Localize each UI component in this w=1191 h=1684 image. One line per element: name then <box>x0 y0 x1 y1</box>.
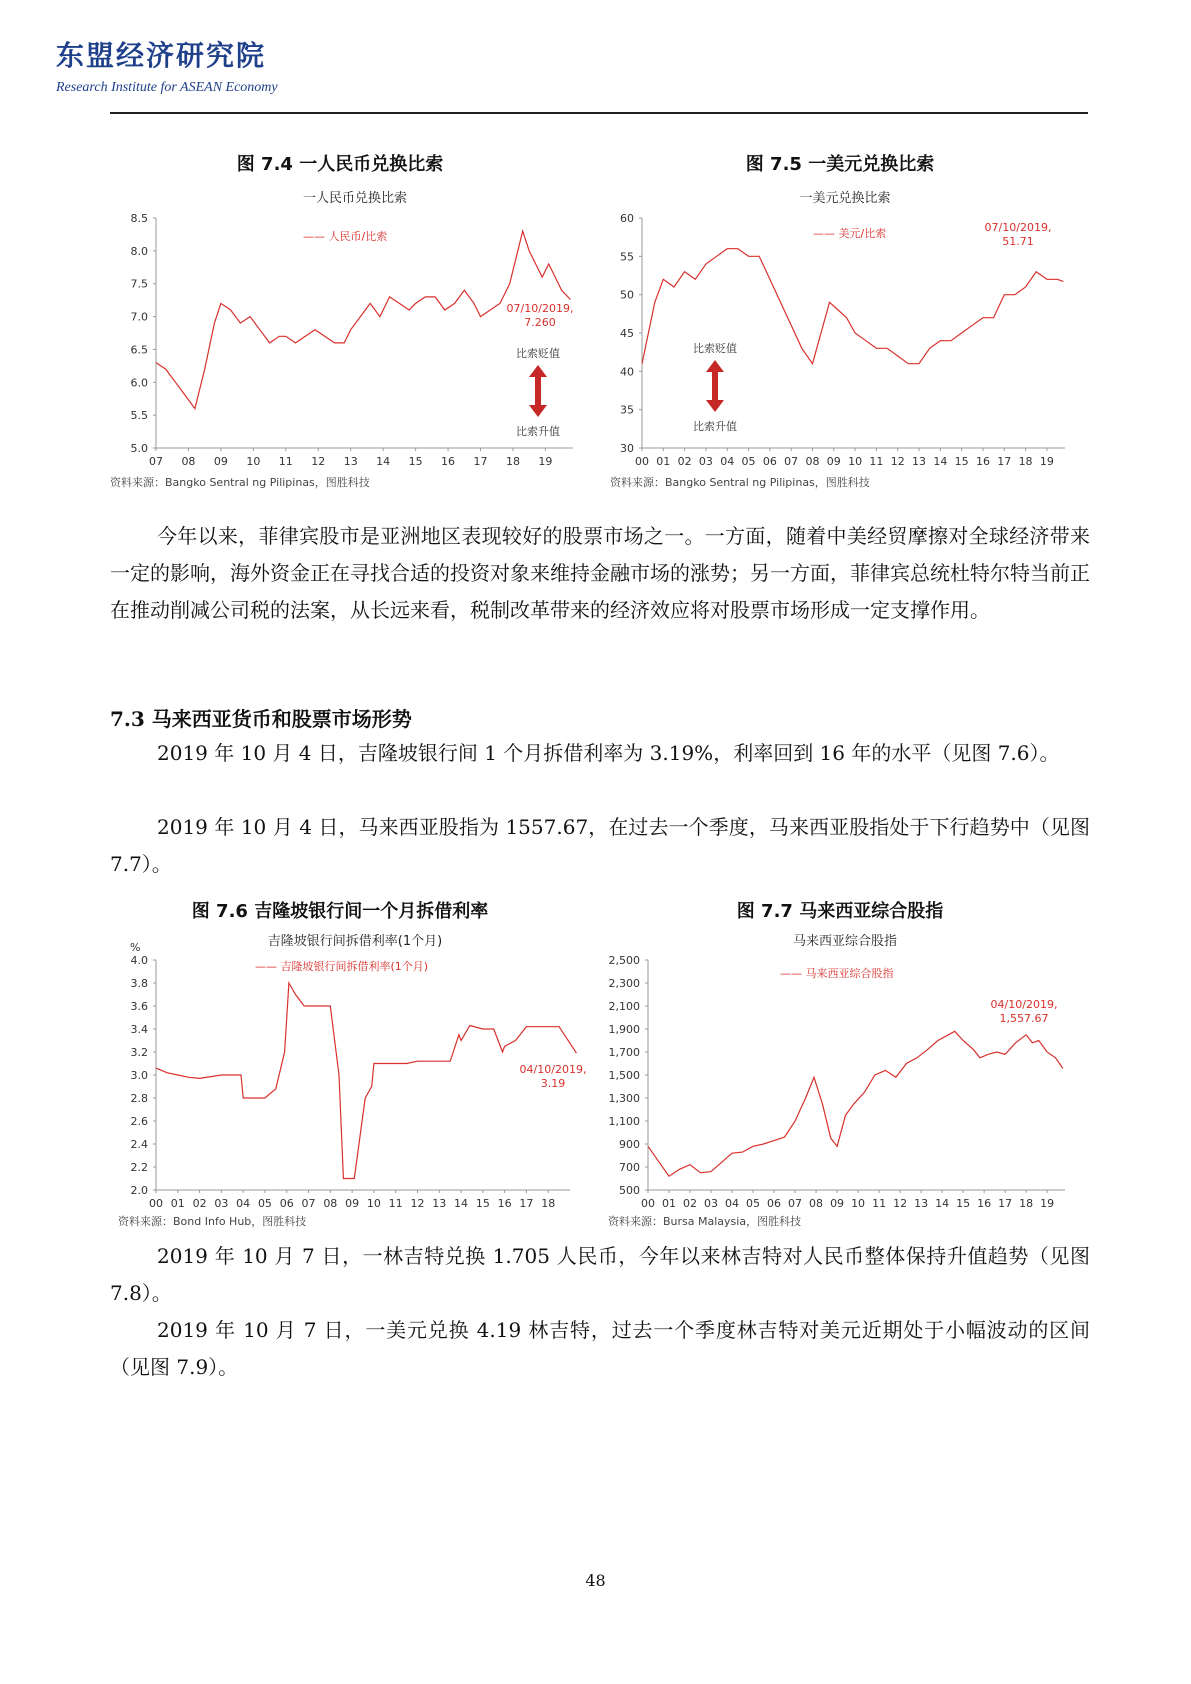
legend-entry: —— 美元/比索 <box>813 227 887 240</box>
x-tick-label: 12 <box>311 455 326 468</box>
paragraph-myr-cny: 2019 年 10 月 7 日，一林吉特兑换 1.705 人民币，今年以来林吉特对人民币整体保持升值趋势（见图 7.8）。 <box>110 1244 1090 1305</box>
series-line-klci <box>648 1031 1063 1176</box>
x-tick-label: 06 <box>767 1197 782 1210</box>
callout-date: 07/10/2019, <box>506 302 574 315</box>
arrow-up-icon <box>706 360 724 386</box>
x-tick-label: 08 <box>181 455 196 468</box>
x-tick-label: 18 <box>541 1197 556 1210</box>
x-tick-label: 00 <box>641 1197 655 1210</box>
x-tick-label: 17 <box>519 1197 534 1210</box>
x-tick-label: 09 <box>830 1197 845 1210</box>
x-tick-label: 12 <box>410 1197 425 1210</box>
legend-entry: —— 吉隆坡银行间拆借利率(1个月) <box>255 960 429 973</box>
x-tick-label: 19 <box>1040 1197 1055 1210</box>
source-note: 资料来源：Bond Info Hub，图胜科技 <box>118 1215 307 1228</box>
institute-logo-en: Research Institute for ASEAN Economy <box>56 80 278 95</box>
x-tick-label: 09 <box>826 455 841 468</box>
x-tick-label: 15 <box>408 455 423 468</box>
chart-title: 一美元兑换比索 <box>799 191 891 206</box>
x-tick-label: 14 <box>454 1197 469 1210</box>
x-tick-label: 07 <box>788 1197 803 1210</box>
x-tick-label: 17 <box>473 455 488 468</box>
page-number: 48 <box>585 1571 606 1590</box>
x-tick-label: 18 <box>505 455 520 468</box>
x-tick-label: 09 <box>345 1197 360 1210</box>
x-tick-label: 10 <box>366 1197 381 1210</box>
x-tick-label: 17 <box>998 1197 1013 1210</box>
figure-7-4-caption: 图 7.4 一人民币兑换比索 <box>236 154 444 175</box>
y-tick-label: 6.0 <box>130 376 148 390</box>
x-tick-label: 19 <box>538 455 553 468</box>
y-tick-label: 2,300 <box>608 977 640 990</box>
y-tick-label: 3.0 <box>130 1069 148 1082</box>
y-tick-label: 3.6 <box>130 1000 148 1013</box>
figure-7-6-caption: 图 7.6 吉隆坡银行间一个月拆借利率 <box>191 901 489 922</box>
y-tick-label: 700 <box>619 1161 640 1174</box>
x-tick-label: 08 <box>805 455 820 468</box>
x-tick-label: 06 <box>762 455 777 468</box>
series-line-rmb-php <box>156 231 570 409</box>
x-tick-label: 08 <box>323 1197 338 1210</box>
legend-entry: —— 马来西亚综合股指 <box>780 967 894 980</box>
x-tick-label: 16 <box>497 1197 512 1210</box>
y-tick-label: 2,500 <box>608 954 640 967</box>
y-tick-label: 30 <box>620 442 634 455</box>
x-tick-label: 02 <box>192 1197 207 1210</box>
arrow-down-label: 比索升值 <box>516 425 560 438</box>
x-tick-label: 10 <box>851 1197 866 1210</box>
x-tick-label: 15 <box>956 1197 971 1210</box>
arrow-down-label: 比索升值 <box>693 420 737 433</box>
x-tick-label: 11 <box>388 1197 403 1210</box>
callout-date: 04/10/2019, <box>519 1063 587 1076</box>
x-tick-label: 11 <box>278 455 293 468</box>
x-tick-label: 04 <box>236 1197 251 1210</box>
chart-title: 一人民币兑换比索 <box>302 191 408 206</box>
x-tick-label: 16 <box>975 455 990 468</box>
x-tick-label: 11 <box>869 455 884 468</box>
x-tick-label: 14 <box>933 455 948 468</box>
paragraph-klci: 2019 年 10 月 4 日，马来西亚股指为 1557.67，在过去一个季度，马来西亚股指处于下行趋势中（见图 7.7）。 <box>110 815 1090 876</box>
y-tick-label: 7.5 <box>130 277 148 291</box>
source-note: 资料来源：Bangko Sentral ng Pilipinas，图胜科技 <box>110 476 370 489</box>
y-tick-label: 1,900 <box>608 1023 640 1036</box>
callout-value: 3.19 <box>540 1077 566 1090</box>
chart-title: 吉隆坡银行间拆借利率(1个月) <box>267 934 443 949</box>
y-tick-label: 50 <box>620 288 634 302</box>
y-tick-label: 3.2 <box>130 1046 148 1059</box>
arrow-down-icon <box>706 386 724 412</box>
paragraph-philippines-stock: 今年以来，菲律宾股市是亚洲地区表现较好的股票市场之一。一方面，随着中美经贸摩擦对全球经济带来一定的影响，海外资金正在寻找合适的投资对象来维持金融市场的涨势；另一方面，菲律宾总统杜特尔特当前正在推动削减公司税的法案，从长远来看，税制改革带来的经济效应将对股票市场形成一定支撑作用。 <box>110 524 1090 622</box>
x-tick-label: 17 <box>997 455 1012 468</box>
institute-logo-cn: 东盟经济研究院 <box>56 39 267 72</box>
x-tick-label: 12 <box>893 1197 908 1210</box>
y-tick-label: 4.0 <box>130 954 148 967</box>
x-tick-label: 19 <box>1039 455 1054 468</box>
x-tick-label: 14 <box>376 455 391 468</box>
x-tick-label: 04 <box>720 455 735 468</box>
y-tick-label: 2.4 <box>130 1138 148 1151</box>
x-tick-label: 06 <box>279 1197 294 1210</box>
x-tick-label: 05 <box>257 1197 272 1210</box>
figure-7-5-caption: 图 7.5 一美元兑换比索 <box>745 154 935 175</box>
x-tick-label: 11 <box>872 1197 887 1210</box>
x-tick-label: 03 <box>214 1197 229 1210</box>
callout-value: 7.260 <box>524 316 556 329</box>
paragraph-klibor: 2019 年 10 月 4 日，吉隆坡银行间 1 个月拆借利率为 3.19%，利率回到 16 年的水平（见图 7.6）。 <box>157 741 1060 765</box>
paragraph-usd-myr: 2019 年 10 月 7 日，一美元兑换 4.19 林吉特，过去一个季度林吉特对美元近期处于小幅波动的区间（见图 7.9）。 <box>110 1318 1090 1379</box>
x-tick-label: 01 <box>656 455 671 468</box>
x-tick-label: 00 <box>635 455 649 468</box>
x-tick-label: 07 <box>301 1197 316 1210</box>
callout-value: 1,557.67 <box>999 1012 1049 1025</box>
chart-usd-php <box>600 185 1090 500</box>
chart-title: 马来西亚综合股指 <box>792 934 898 949</box>
header-rule <box>110 112 1088 114</box>
x-tick-label: 04 <box>725 1197 740 1210</box>
x-tick-label: 10 <box>848 455 863 468</box>
series-line-klibor <box>156 983 577 1179</box>
x-tick-label: 18 <box>1018 455 1033 468</box>
y-tick-label: 1,100 <box>608 1115 640 1128</box>
x-tick-label: 03 <box>704 1197 719 1210</box>
y-tick-label: 7.0 <box>130 310 148 324</box>
arrow-down-icon <box>529 391 547 417</box>
x-tick-label: 01 <box>170 1197 185 1210</box>
callout-date: 04/10/2019, <box>990 998 1058 1011</box>
x-tick-label: 02 <box>677 455 692 468</box>
y-tick-label: 2,100 <box>608 1000 640 1013</box>
y-tick-label: 60 <box>620 212 634 225</box>
y-tick-label: 1,500 <box>608 1069 640 1082</box>
x-tick-label: 05 <box>741 455 756 468</box>
x-tick-label: 13 <box>432 1197 447 1210</box>
x-tick-label: 16 <box>441 455 456 468</box>
x-tick-label: 14 <box>935 1197 950 1210</box>
chart-rmb-php <box>110 185 600 500</box>
y-tick-label: 1,700 <box>608 1046 640 1059</box>
x-tick-label: 12 <box>890 455 905 468</box>
chart-klci <box>600 928 1090 1238</box>
x-tick-label: 18 <box>1019 1197 1034 1210</box>
x-tick-label: 13 <box>914 1197 929 1210</box>
x-tick-label: 03 <box>698 455 713 468</box>
chart-klibor-1m <box>110 928 600 1238</box>
arrow-up-icon <box>529 365 547 391</box>
section-heading-7-3: 7.3 马来西亚货币和股票市场形势 <box>110 707 412 731</box>
y-tick-label: 8.5 <box>130 212 148 225</box>
x-tick-label: 00 <box>149 1197 163 1210</box>
source-note: 资料来源：Bursa Malaysia，图胜科技 <box>608 1215 802 1228</box>
y-tick-label: 8.0 <box>130 244 148 258</box>
y-tick-label: 2.0 <box>130 1184 148 1197</box>
x-tick-label: 01 <box>662 1197 677 1210</box>
figure-7-7-caption: 图 7.7 马来西亚综合股指 <box>736 901 944 922</box>
y-unit-label: % <box>130 941 141 954</box>
y-tick-label: 40 <box>620 365 634 379</box>
y-tick-label: 3.8 <box>130 977 148 990</box>
x-tick-label: 02 <box>683 1197 698 1210</box>
x-tick-label: 09 <box>213 455 228 468</box>
callout-date: 07/10/2019, <box>984 221 1052 234</box>
y-tick-label: 5.0 <box>130 442 148 455</box>
y-tick-label: 2.6 <box>130 1115 148 1128</box>
y-tick-label: 6.5 <box>130 343 148 357</box>
y-tick-label: 3.4 <box>130 1023 148 1036</box>
x-tick-label: 08 <box>809 1197 824 1210</box>
y-tick-label: 2.2 <box>130 1161 148 1174</box>
x-tick-label: 05 <box>746 1197 761 1210</box>
x-tick-label: 16 <box>977 1197 992 1210</box>
y-tick-label: 500 <box>619 1184 640 1197</box>
arrow-up-label: 比索贬值 <box>693 342 737 355</box>
x-tick-label: 15 <box>475 1197 490 1210</box>
x-tick-label: 07 <box>149 455 163 468</box>
y-tick-label: 2.8 <box>130 1092 148 1105</box>
callout-value: 51.71 <box>1002 235 1034 248</box>
y-tick-label: 900 <box>619 1138 640 1151</box>
x-tick-label: 10 <box>246 455 261 468</box>
x-tick-label: 07 <box>784 455 799 468</box>
x-tick-label: 13 <box>343 455 358 468</box>
legend-entry: —— 人民币/比索 <box>303 230 388 243</box>
x-tick-label: 13 <box>912 455 927 468</box>
x-tick-label: 15 <box>954 455 969 468</box>
arrow-up-label: 比索贬值 <box>516 347 560 360</box>
y-tick-label: 1,300 <box>608 1092 640 1105</box>
y-tick-label: 5.5 <box>130 409 148 423</box>
y-tick-label: 55 <box>620 250 634 264</box>
source-note: 资料来源：Bangko Sentral ng Pilipinas，图胜科技 <box>610 476 870 489</box>
y-tick-label: 35 <box>620 403 634 417</box>
y-tick-label: 45 <box>620 327 634 340</box>
